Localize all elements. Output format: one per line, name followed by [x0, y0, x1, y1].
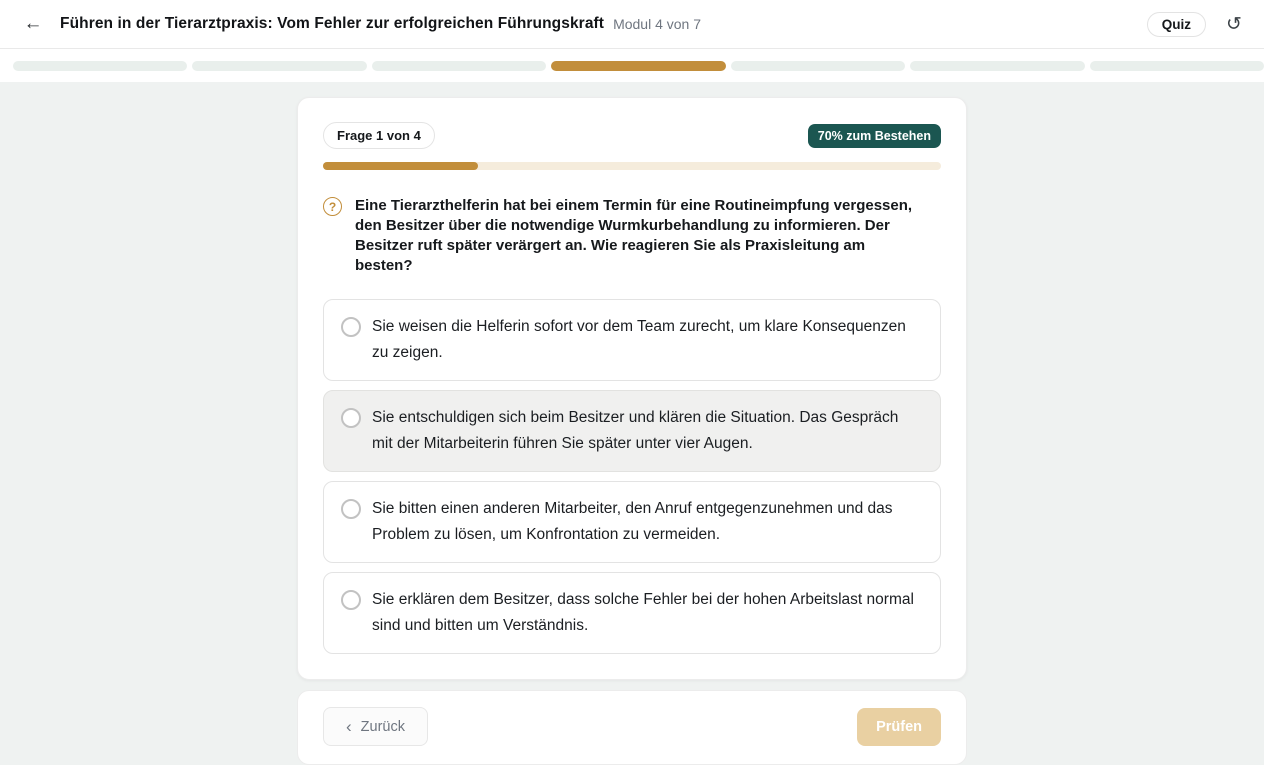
module-segment-7 — [1090, 61, 1264, 71]
answer-options — [323, 299, 941, 654]
quiz-footer — [297, 690, 967, 765]
pass-threshold-badge: 70% zum Bestehen — [808, 124, 941, 148]
reset-icon[interactable]: ↺ — [1220, 10, 1248, 38]
question-mark-icon: ? — [323, 197, 342, 216]
module-segment-6 — [910, 61, 1084, 71]
radio-icon[interactable] — [341, 590, 361, 610]
module-segment-2 — [192, 61, 366, 71]
radio-icon[interactable] — [341, 317, 361, 337]
answer-option-text: Sie entschuldigen sich beim Besitzer und klären die Situation. Das Gespräch mit der Mitarbeiterin führen Sie später unter vier Augen. — [372, 409, 899, 452]
quiz-progress-track — [323, 162, 941, 170]
radio-icon[interactable] — [341, 408, 361, 428]
answer-option-3[interactable] — [323, 481, 941, 563]
answer-option-text: Sie bitten einen anderen Mitarbeiter, den Anruf entgegenzunehmen und das Problem zu lösen, um Konfrontation zu vermeiden. — [372, 500, 893, 543]
answer-option-text: Sie erklären dem Besitzer, dass solche Fehler bei der hohen Arbeitslast normal sind und bitten um Verständnis. — [372, 591, 914, 634]
module-segment-5 — [731, 61, 905, 71]
module-segment-4-active — [551, 61, 725, 71]
course-title: Führen in der Tierarztpraxis: Vom Fehler zur erfolgreichen Führungskraft — [60, 15, 605, 32]
quiz-progress-fill — [323, 162, 478, 170]
main-area — [0, 97, 1264, 736]
top-bar — [0, 0, 1264, 49]
module-segment-3 — [372, 61, 546, 71]
quiz-badge: Quiz — [1147, 12, 1206, 37]
module-label: Modul 4 von 7 — [613, 16, 702, 32]
question-text: Eine Tierarzthelferin hat bei einem Termin für eine Routineimpfung vergessen, den Besitzer über die notwendige Wurmkurbehandlung zu informieren. Der Besitzer ruft später verärgert an. Wie reagieren Sie als Praxisleitung am besten? — [355, 197, 913, 274]
answer-option-2[interactable] — [323, 390, 941, 472]
question-row — [323, 196, 941, 276]
question-counter-badge: Frage 1 von 4 — [323, 122, 435, 149]
back-icon[interactable]: ← — [16, 7, 50, 41]
quiz-card — [297, 97, 967, 680]
chevron-left-icon: ‹ — [346, 717, 352, 736]
radio-icon[interactable] — [341, 499, 361, 519]
answer-option-1[interactable] — [323, 299, 941, 381]
module-progress-bar — [0, 49, 1264, 82]
zurueck-button[interactable] — [323, 707, 428, 746]
answer-option-4[interactable] — [323, 572, 941, 654]
quiz-card-header — [323, 122, 941, 149]
module-segment-1 — [13, 61, 187, 71]
answer-option-text: Sie weisen die Helferin sofort vor dem Team zurecht, um klare Konsequenzen zu zeigen. — [372, 318, 906, 361]
zurueck-button-label: Zurück — [360, 718, 405, 735]
pruefen-button[interactable]: Prüfen — [857, 708, 941, 746]
